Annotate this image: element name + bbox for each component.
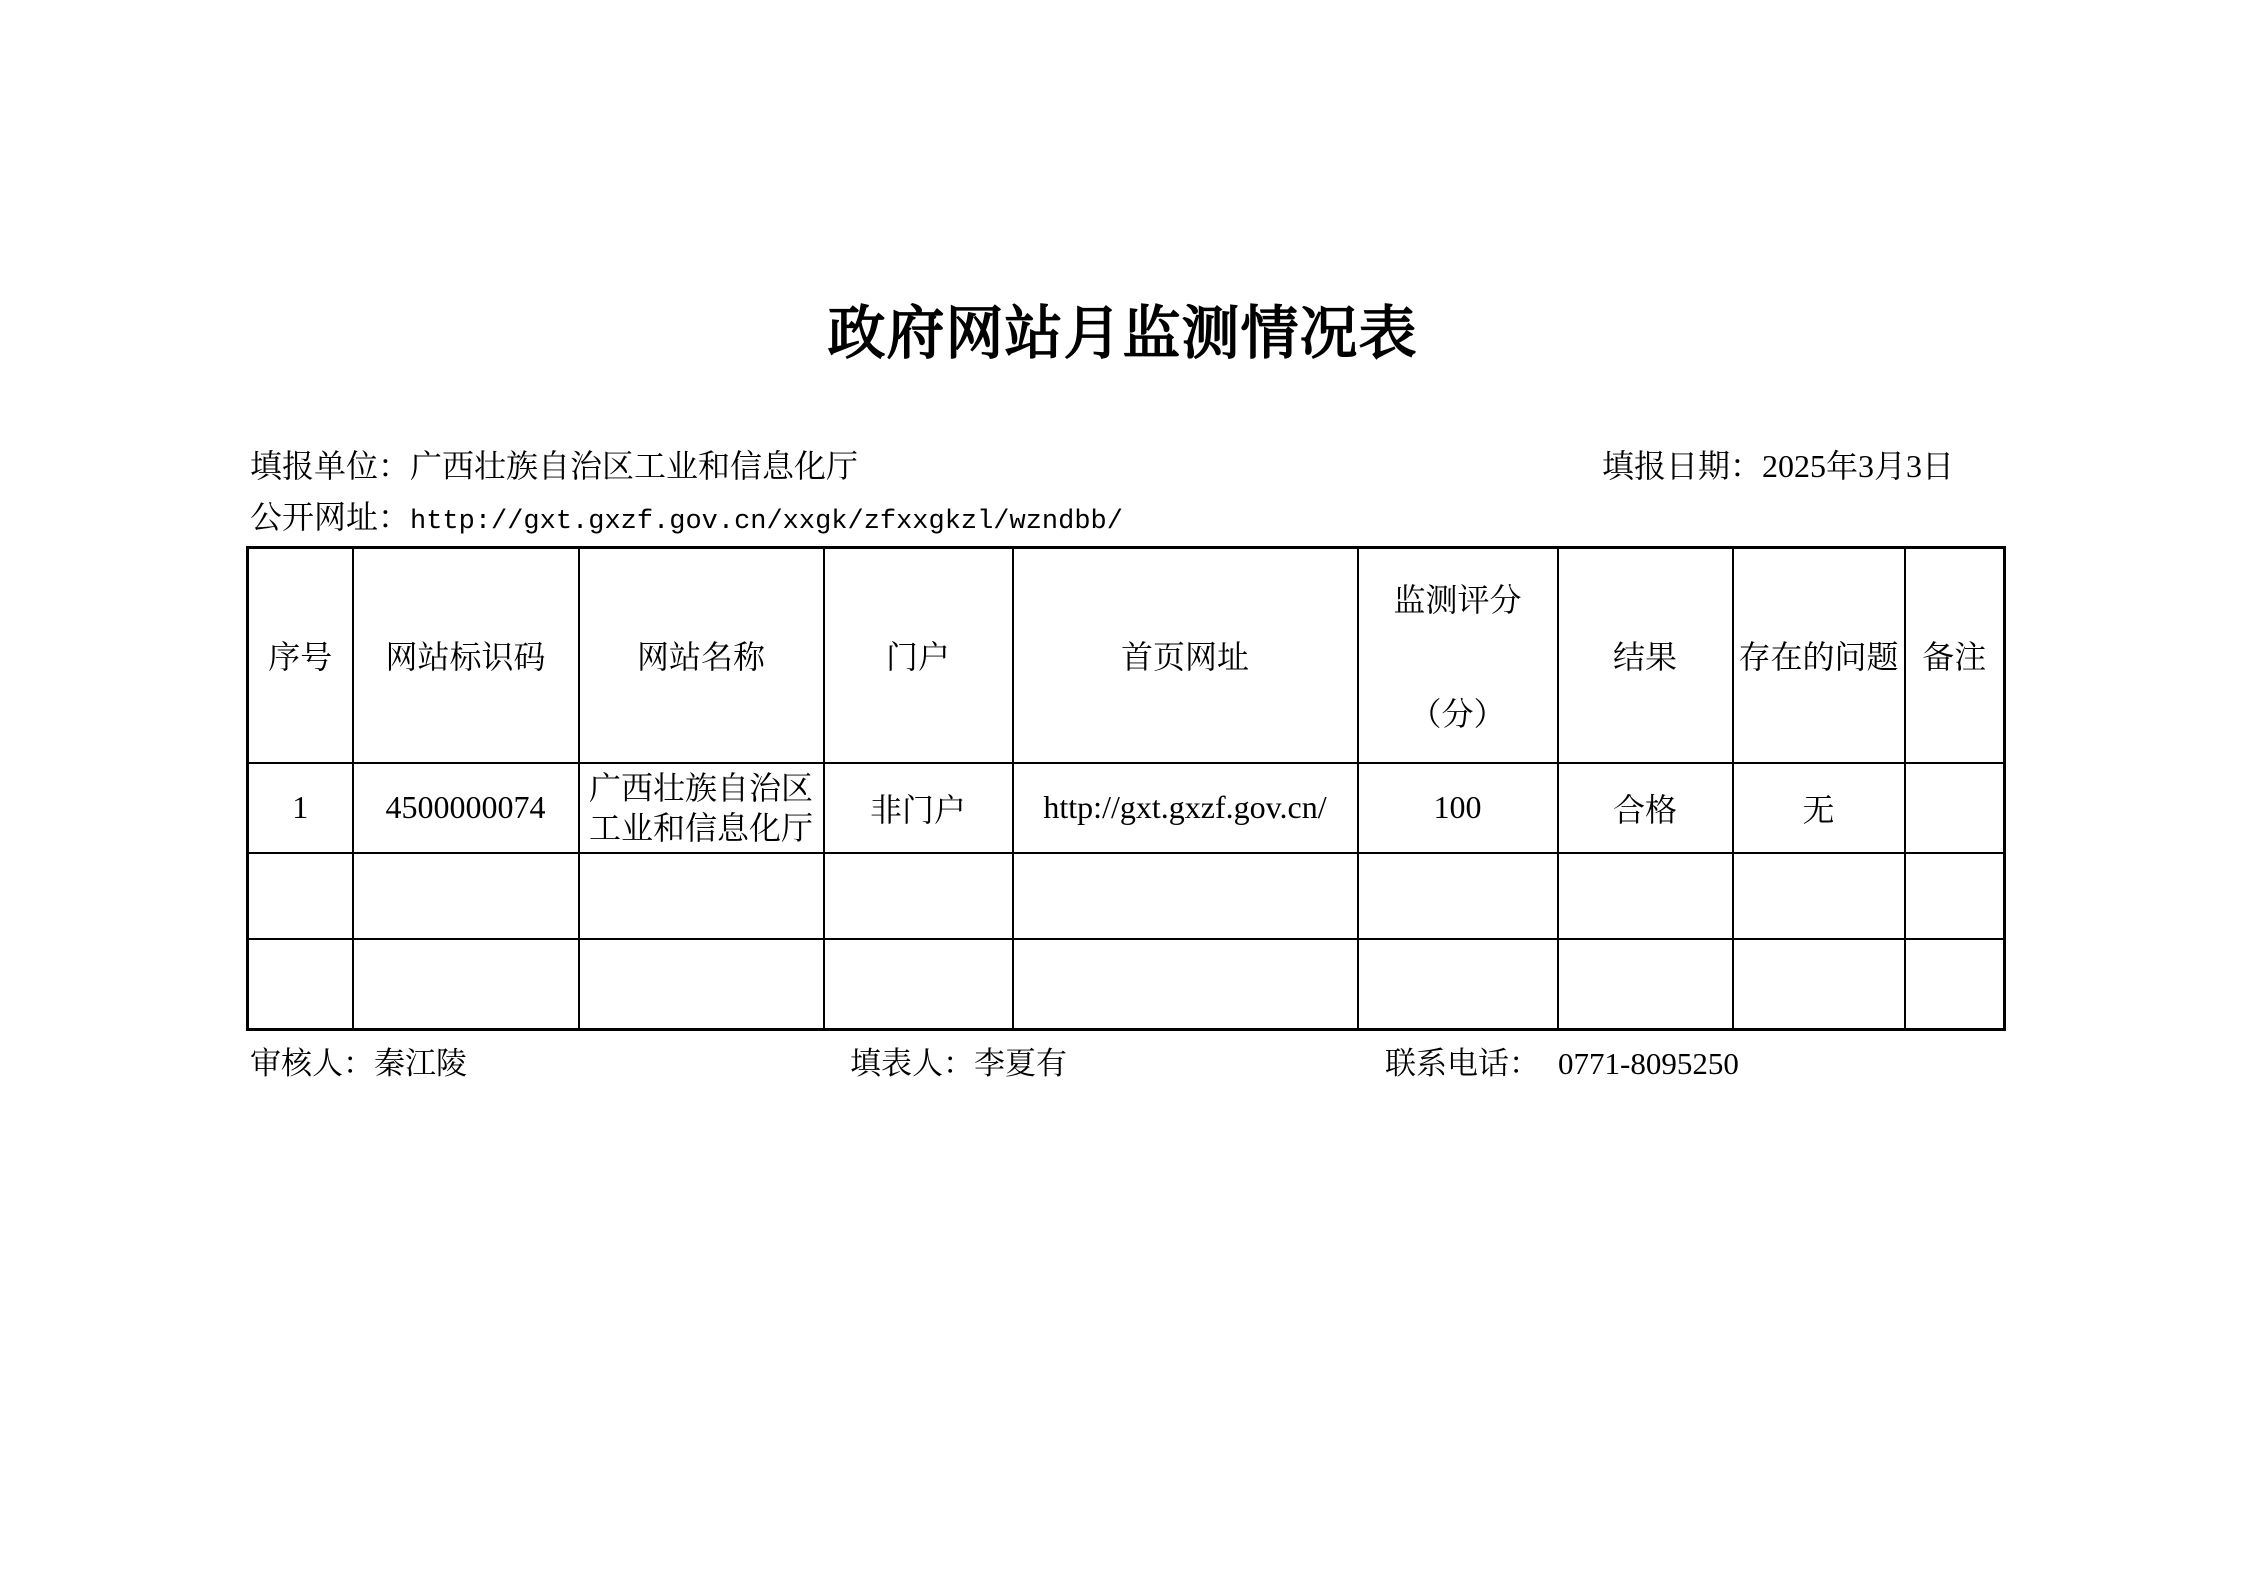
public-url-line (250, 499, 1123, 540)
header-score-line2: （分） (1409, 696, 1506, 733)
header-site-name: 网站名称 (579, 548, 824, 763)
table-header-row (248, 548, 2005, 763)
cell-remark (1905, 763, 2005, 853)
preparer: 填表人：李夏有 (850, 1046, 1067, 1081)
cell-score (1358, 853, 1558, 939)
cell-score: 100 (1358, 763, 1558, 853)
table-row (248, 763, 2005, 853)
contact-phone-label: 联系电话： (1385, 1046, 1540, 1081)
header-score (1358, 548, 1558, 763)
cell-index: 1 (248, 763, 353, 853)
cell-remark (1905, 853, 2005, 939)
cell-site-name (579, 939, 824, 1030)
cell-site-name-line1: 广西壮族自治区 (588, 769, 813, 806)
header-score-line1: 监测评分 (1393, 582, 1522, 619)
table-row (248, 853, 2005, 939)
cell-homepage: http://gxt.gxzf.gov.cn/ (1013, 763, 1358, 853)
reporting-date: 填报日期：2025年3月3日 (1602, 448, 1955, 484)
cell-problems (1733, 853, 1905, 939)
cell-portal (824, 939, 1013, 1030)
header-portal: 门户 (824, 548, 1013, 763)
public-url-label: 公开网址： (250, 499, 411, 535)
cell-homepage (1013, 853, 1358, 939)
cell-result (1558, 853, 1733, 939)
contact-phone-number: 0771-8095250 (1558, 1046, 1739, 1081)
cell-index (248, 939, 353, 1030)
cell-problems: 无 (1733, 763, 1905, 853)
cell-remark (1905, 939, 2005, 1030)
header-score-lines (1359, 575, 1557, 735)
cell-score (1358, 939, 1558, 1030)
reviewer: 审核人：秦江陵 (250, 1046, 467, 1081)
table-row (248, 939, 2005, 1030)
cell-homepage (1013, 939, 1358, 1030)
public-url-value: http://gxt.gxzf.gov.cn/xxgk/zfxxgkzl/wzndbb/ (410, 507, 1123, 537)
header-problems: 存在的问题 (1733, 548, 1905, 763)
cell-site-name (579, 763, 824, 853)
cell-problems (1733, 939, 1905, 1030)
header-result: 结果 (1558, 548, 1733, 763)
cell-index (248, 853, 353, 939)
cell-site-code (353, 853, 579, 939)
cell-site-name (579, 853, 824, 939)
page-title: 政府网站月监测情况表 (827, 301, 1418, 366)
header-index: 序号 (248, 548, 353, 763)
cell-site-name-line2: 工业和信息化厅 (588, 809, 813, 846)
header-homepage: 首页网址 (1013, 548, 1358, 763)
cell-result (1558, 939, 1733, 1030)
cell-site-code: 4500000074 (353, 763, 579, 853)
cell-result: 合格 (1558, 763, 1733, 853)
cell-site-code (353, 939, 579, 1030)
reporting-unit: 填报单位：广西壮族自治区工业和信息化厅 (250, 448, 859, 484)
cell-portal: 非门户 (824, 763, 1013, 853)
header-site-code: 网站标识码 (353, 548, 579, 763)
contact-phone (1385, 1046, 1739, 1082)
monitoring-table (246, 546, 2006, 1031)
header-remark: 备注 (1905, 548, 2005, 763)
cell-portal (824, 853, 1013, 939)
